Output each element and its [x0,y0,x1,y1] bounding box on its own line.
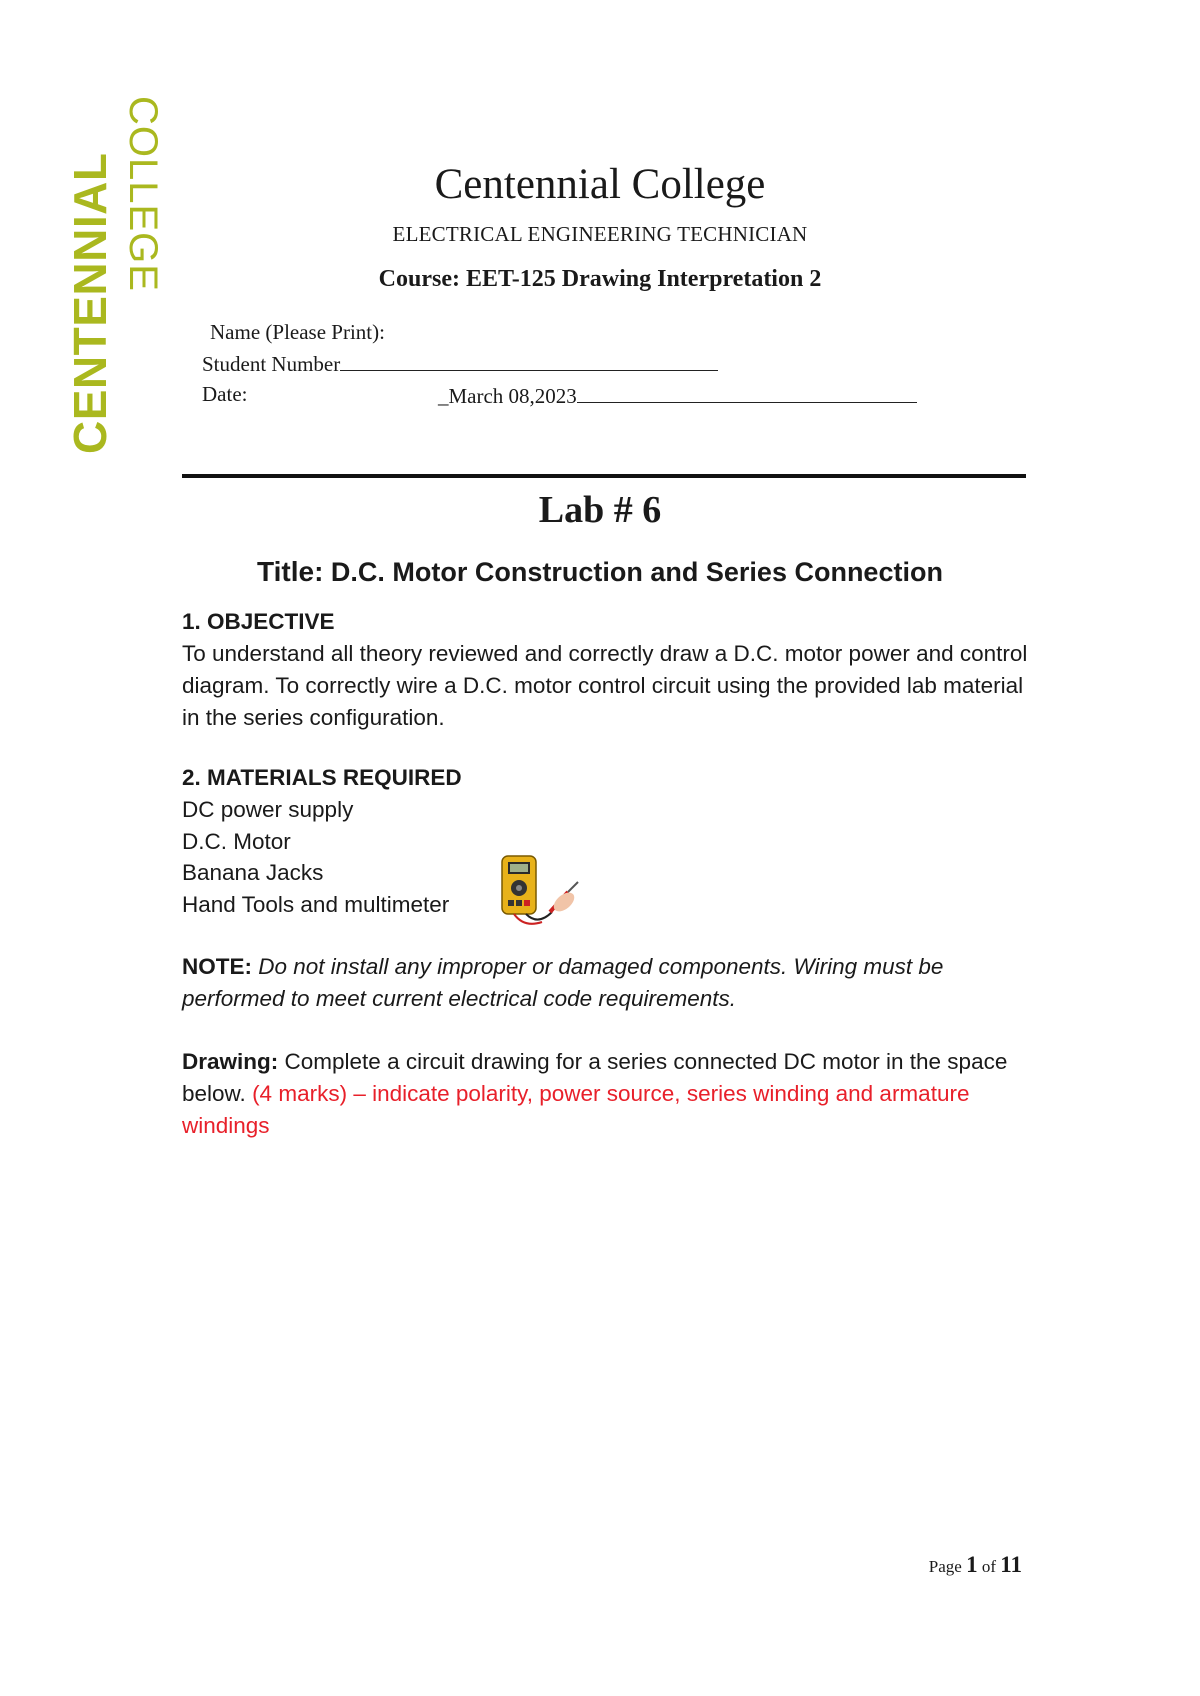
page-current: 1 [966,1552,978,1577]
page-label: Page [928,1557,962,1576]
lab-title-lead: Title: [257,556,324,587]
lab-number: Lab # 6 [538,489,662,531]
name-label: Name (Please Print): [210,320,385,344]
date-value-field[interactable] [438,382,917,409]
drawing-label: Drawing: [182,1049,279,1074]
student-number-field[interactable] [202,350,718,377]
student-number-blank[interactable] [340,350,718,371]
drawing-marks: (4 marks) – indicate polarity, power source, series winding and armature windings [182,1081,970,1138]
logo-word-college: COLLEGE [121,96,165,292]
program-name: ELECTRICAL ENGINEERING TECHNICIAN [392,222,808,246]
material-item: Banana Jacks [182,860,324,885]
multimeter-icon [494,852,584,932]
page-number [900,1552,1022,1578]
material-item: DC power supply [182,797,354,822]
materials-heading: 2. MATERIALS REQUIRED [182,765,462,790]
course-title: Course: EET-125 Drawing Interpretation 2 [378,266,822,292]
lab-title-text: D.C. Motor Construction and Series Connection [323,557,943,587]
material-item: D.C. Motor [182,829,291,854]
material-item: Hand Tools and multimeter [182,892,450,917]
date-blank[interactable] [577,382,917,403]
name-field[interactable] [210,320,385,345]
drawing-paragraph [182,1046,1032,1142]
student-number-label: Student Number [202,352,341,376]
drawing-body: Complete a circuit drawing for a series connected DC motor in the space below. [182,1049,1008,1106]
date-value: _March 08,2023 [438,384,577,408]
page-of-label: of [981,1557,997,1576]
centennial-college-logo [64,90,170,460]
logo-word-centennial: CENTENNIAL [64,152,116,454]
objective-body: To understand all theory reviewed and correctly draw a D.C. motor power and control diagram. To correctly wire a D.C. motor control circuit using the provided lab material in the series configuration. [182,641,1028,730]
note-paragraph [182,951,1032,1015]
page-total: 11 [1000,1552,1022,1577]
date-label: Date: [202,382,248,406]
lab-title [180,556,1020,588]
college-title: Centennial College [434,161,766,208]
header-divider [182,474,1026,478]
objective-heading: 1. OBJECTIVE [182,609,335,634]
note-label: NOTE: [182,954,252,979]
date-field[interactable] [202,382,247,407]
note-body: Do not install any improper or damaged components. Wiring must be performed to meet current electrical code requirements. [182,954,944,1011]
